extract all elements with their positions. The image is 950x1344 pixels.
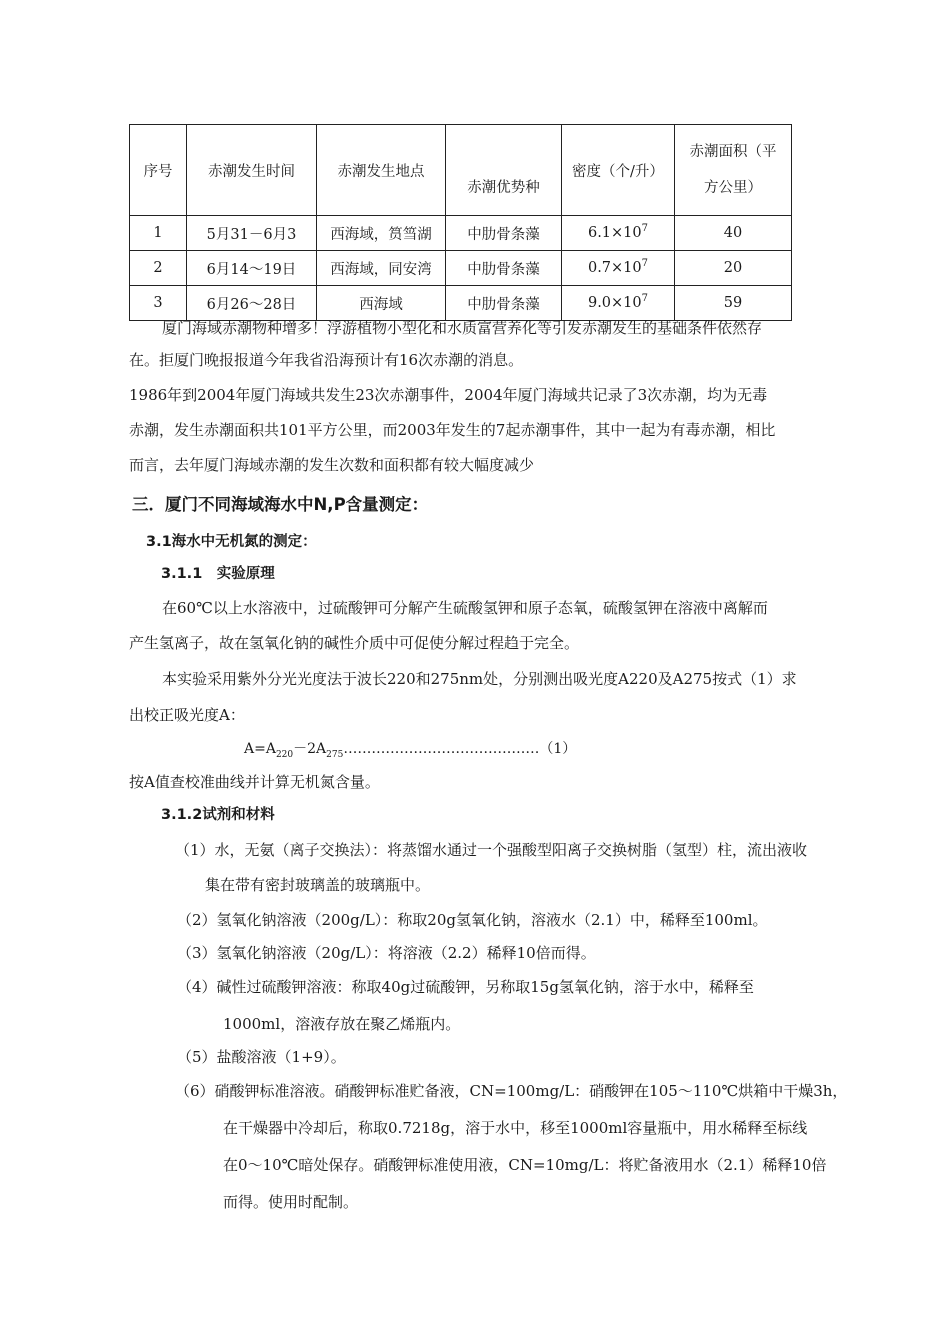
subsection-heading: 3.1海水中无机氮的测定： <box>146 534 317 550</box>
cell-time: 5月31－6月3 <box>187 216 317 251</box>
density-exponent: 7 <box>641 223 649 235</box>
subsubsection-heading: 3.1.1 实验原理 <box>161 566 275 582</box>
cell-place: 西海域 <box>317 286 446 321</box>
cell-no: 3 <box>130 286 187 321</box>
paragraph-line: 本实验采用紫外分光光度法于波长220和275nm处，分别测出吸光度A220及A275按式（1）求 <box>162 670 797 688</box>
paragraph-line: 厦门海域赤潮物种增多！浮游植物小型化和水质富营养化等引发赤潮发生的基础条件依然存 <box>162 319 763 337</box>
density-base: 0.7×10 <box>587 260 642 276</box>
paragraph-line: 在60℃以上水溶液中，过硫酸钾可分解产生硫酸氢钾和原子态氧，硫酸氢钾在溶液中离解而 <box>162 599 768 617</box>
paragraph-line: 按A值查校准曲线并计算无机氮含量。 <box>129 773 380 791</box>
header-place: 赤潮发生地点 <box>317 125 446 216</box>
list-item-continuation: 集在带有密封玻璃盖的玻璃瓶中。 <box>205 876 431 894</box>
list-item: （3）氢氧化钠溶液（20g/L）：将溶液（2.2）稀释10倍而得。 <box>177 944 596 962</box>
formula-part: ……………………………………（1） <box>343 741 577 757</box>
cell-area: 59 <box>675 286 792 321</box>
cell-density <box>562 216 675 251</box>
list-item: （2）氢氧化钠溶液（200g/L）：称取20g氢氧化钠，溶液水（2.1）中，稀释至100ml。 <box>177 911 768 929</box>
formula <box>244 740 576 758</box>
cell-area: 20 <box>675 251 792 286</box>
subsubsection-heading: 3.1.2试剂和材料 <box>161 807 275 823</box>
formula-part: －2A <box>293 741 327 757</box>
paragraph-line: 而言，去年厦门海域赤潮的发生次数和面积都有较大幅度减少 <box>129 456 535 474</box>
list-item-continuation: 1000ml，溶液存放在聚乙烯瓶内。 <box>223 1015 461 1033</box>
cell-density <box>562 286 675 321</box>
table-row <box>130 286 792 321</box>
paragraph-line: 赤潮，发生赤潮面积共101平方公里，而2003年发生的7起赤潮事件，其中一起为有毒赤潮，相比 <box>129 421 776 439</box>
list-item-continuation: 而得。使用时配制。 <box>223 1193 359 1211</box>
formula-subscript: 220 <box>275 749 294 760</box>
density-exponent: 7 <box>641 293 649 305</box>
density-base: 9.0×10 <box>587 295 642 311</box>
paragraph-line: 1986年到2004年厦门海域共发生23次赤潮事件，2004年厦门海域共记录了3次赤潮，均为无毒 <box>129 386 768 404</box>
cell-area: 40 <box>675 216 792 251</box>
header-no: 序号 <box>130 125 187 216</box>
list-item: （4）碱性过硫酸钾溶液：称取40g过硫酸钾，另称取15g氢氧化钠，溶于水中，稀释至 <box>177 978 754 996</box>
header-time: 赤潮发生时间 <box>187 125 317 216</box>
table-header-row <box>130 125 792 216</box>
header-density: 密度（个/升） <box>562 125 675 216</box>
table-row <box>130 216 792 251</box>
cell-species: 中肋骨条藻 <box>446 216 562 251</box>
density-base: 6.1×10 <box>587 225 642 241</box>
cell-species: 中肋骨条藻 <box>446 286 562 321</box>
cell-species: 中肋骨条藻 <box>446 251 562 286</box>
cell-time: 6月26～28日 <box>187 286 317 321</box>
cell-no: 2 <box>130 251 187 286</box>
list-item: （6）硝酸钾标准溶液。硝酸钾标准贮备液，CN=100mg/L：硝酸钾在105～110℃烘箱中干燥3h， <box>175 1082 848 1100</box>
header-area-line2: 方公里） <box>704 180 762 196</box>
cell-place: 西海域，筼筜湖 <box>317 216 446 251</box>
list-item-continuation: 在0～10℃暗处保存。硝酸钾标准使用液，CN=10mg/L：将贮备液用水（2.1）稀释10倍 <box>223 1156 827 1174</box>
section-heading: 三．厦门不同海域海水中N,P含量测定： <box>132 495 429 514</box>
table-row <box>130 251 792 286</box>
cell-place: 西海域，同安湾 <box>317 251 446 286</box>
cell-no: 1 <box>130 216 187 251</box>
formula-subscript: 275 <box>326 749 344 760</box>
formula-part: A=A <box>244 741 276 757</box>
list-item: （1）水，无氨（离子交换法）：将蒸馏水通过一个强酸型阳离子交换树脂（氢型）柱，流出液收 <box>175 841 808 859</box>
list-item-continuation: 在干燥器中冷却后，称取0.7218g，溶于水中，移至1000ml容量瓶中，用水稀释至标线 <box>223 1119 808 1137</box>
paragraph-line: 在。拒厦门晚报报道今年我省沿海预计有16次赤潮的消息。 <box>129 351 524 369</box>
cell-density <box>562 251 675 286</box>
red-tide-table <box>129 124 792 321</box>
header-area <box>675 125 792 216</box>
paragraph-line: 产生氢离子，故在氢氧化钠的碱性介质中可促使分解过程趋于完全。 <box>129 634 580 652</box>
header-area-line1: 赤潮面积（平 <box>689 144 777 160</box>
list-item: （5）盐酸溶液（1+9）。 <box>177 1048 346 1066</box>
cell-time: 6月14～19日 <box>187 251 317 286</box>
header-species: 赤潮优势种 <box>446 125 562 216</box>
paragraph-line: 出校正吸光度A： <box>129 706 245 724</box>
density-exponent: 7 <box>641 258 649 270</box>
